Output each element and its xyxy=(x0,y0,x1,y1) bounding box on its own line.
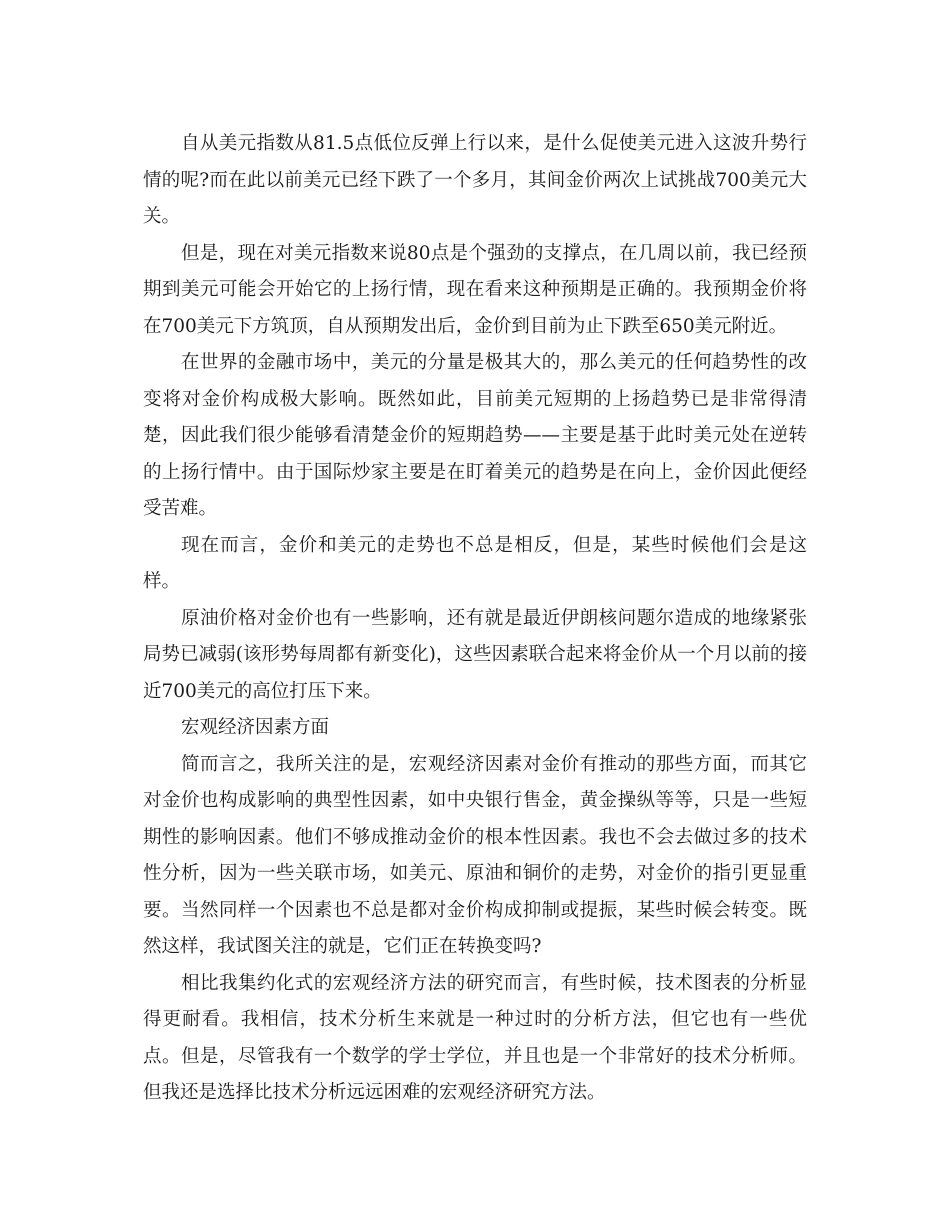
paragraph-technical-vs-macro: 相比我集约化式的宏观经济方法的研究而言，有些时候，技术图表的分析显得更耐看。我相信，技术分析生来就是一种过时的分析方法，但它也有一些优点。但是，尽管我有一个数学的学士学位，并且也是一个非常好的技术分析师。但我还是选择比技术分析远远困难的宏观经济研究方法。 xyxy=(143,972,807,1103)
section-heading-macro-factors: 宏观经济因素方面 xyxy=(181,717,330,738)
paragraph-gold-usd-relation: 现在而言，金价和美元的走势也不总是相反，但是，某些时候他们会是这样。 xyxy=(143,534,807,592)
document-body xyxy=(143,126,807,1112)
paragraph-macro-focus: 简而言之，我所关注的是，宏观经济因素对金价有推动的那些方面，而其它对金价也构成影响的典型性因素，如中央银行售金，黄金操纵等等，只是一些短期性的影响因素。他们不够成推动金价的根本性因素。我也不会去做过多的技术性分析，因为一些关联市场，如美元、原油和铜价的走势，对金价的指引更显重要。当然同样一个因素也不总是都对金价构成抑制或提振，某些时候会转变。既然这样，我试图关注的就是，它们正在转换变吗? xyxy=(143,753,807,957)
paragraph-usd-index-rebound: 自从美元指数从81.5点低位反弹上行以来，是什么促使美元进入这波升势行情的呢?而在此以前美元已经下跌了一个多月，其间金价两次上试挑战700美元大关。 xyxy=(143,133,807,227)
paragraph-usd-weight-markets: 在世界的金融市场中，美元的分量是极其大的，那么美元的任何趋势性的改变将对金价构成极大影响。既然如此，目前美元短期的上扬趋势已是非常得清楚，因此我们很少能够看清楚金价的短期趋势——主要是基于此时美元处在逆转的上扬行情中。由于国际炒家主要是在盯着美元的趋势是在向上，金价因此便经受苦难。 xyxy=(143,352,807,519)
paragraph-usd-support-80: 但是，现在对美元指数来说80点是个强劲的支撑点，在几周以前，我已经预期到美元可能会开始它的上扬行情，现在看来这种预期是正确的。我预期金价将在700美元下方筑顶，自从预期发出后，金价到目前为止下跌至650美元附近。 xyxy=(143,242,807,337)
paragraph-oil-iran-factors: 原油价格对金价也有一些影响，还有就是最近伊朗核问题尔造成的地缘紧张局势已减弱(该形势每周都有新变化)，这些因素联合起来将金价从一个月以前的接近700美元的高位打压下来。 xyxy=(143,607,807,702)
